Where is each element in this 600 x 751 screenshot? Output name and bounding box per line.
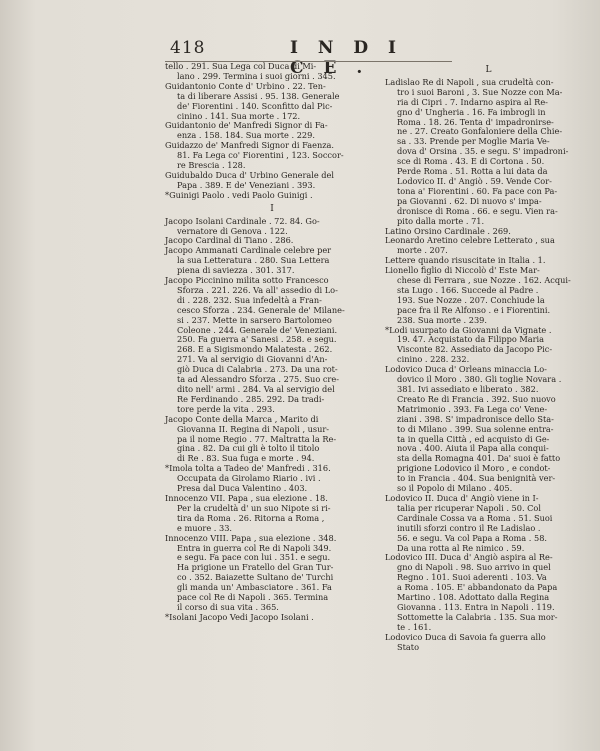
index-entry-line: ta ad Alessandro Sforza . 275. Suo cre- xyxy=(177,374,339,385)
index-entry xyxy=(385,326,592,366)
index-entry-line: lano . 299. Termina i suoi giorni . 345. xyxy=(177,70,336,81)
index-entry xyxy=(385,266,592,325)
index-entry-line: Perde Roma . 51. Rotta a lui data da xyxy=(397,166,548,177)
index-entry-line: Lodovico Duca d' Orleans minaccia Lo- xyxy=(385,364,547,375)
index-entry-line: ta di liberare Assisi . 95. 138. Generale xyxy=(177,90,340,101)
index-entry-line: sta della Romagna 401. Da' suoi è fatto xyxy=(397,453,561,464)
index-entry-line: tello . 291. Sua Lega col Duca di Mi- xyxy=(165,61,317,71)
index-entry-line: pace fra il Re Alfonso . e i Fiorentini. xyxy=(397,304,551,315)
index-entry xyxy=(165,82,379,122)
index-entry-line: co . 352. Baiazette Sultano de' Turchi xyxy=(177,572,334,583)
index-entry-line: Occupata da Girolamo Riario . ivi . xyxy=(177,473,321,484)
index-entry-line: giò Duca di Calabria . 273. Da una rot- xyxy=(177,364,338,375)
left-column xyxy=(165,62,379,623)
index-entry-line: Lodovico Duca di Savoia fa guerra allo xyxy=(385,631,546,642)
index-entry-line: ziani . 398. S' impadronisce dello Sta- xyxy=(397,413,554,424)
index-entry xyxy=(165,171,379,191)
index-entry xyxy=(165,62,379,82)
index-entry xyxy=(165,246,379,276)
section-letter-l: L xyxy=(485,65,492,75)
index-entry-line: tore perde la vita . 293. xyxy=(177,403,275,414)
index-entry-line: Innocenzo VII. Papa , sua elezione . 18. xyxy=(165,492,328,503)
index-entry-line: Visconte 82. Assediato da Jacopo Pic- xyxy=(397,344,553,355)
index-entry-line: gina . 82. Da cui gli è tolto il titolo xyxy=(177,443,320,454)
index-entry-line: so il Popolo di Milano . 405. xyxy=(397,483,513,494)
index-entry-line: sce di Roma . 43. E di Cortona . 50. xyxy=(397,156,545,167)
index-entry-line: Lodovico III. Duca d' Angiò aspira al Re- xyxy=(385,552,553,563)
index-entry xyxy=(385,494,592,553)
index-entry-line: 81. Fa Lega co' Fiorentini , 123. Soccor- xyxy=(177,150,344,161)
index-entry xyxy=(385,365,592,494)
index-entry-line: *Lodi usurpato da Giovanni da Vignate . xyxy=(385,324,552,335)
index-entry-line: cinino . 141. Sua morte . 172. xyxy=(177,110,301,121)
index-entry-line: piena di saviezza . 301. 317. xyxy=(177,265,295,276)
index-entry-line: 268. E a Sigismondo Malatesta . 262. xyxy=(177,344,333,355)
index-entry-line: gno d' Ungheria . 16. Fa imbrogli in xyxy=(397,106,546,117)
index-entry-line: Guidazzo de' Manfredi Signor di Faenza. xyxy=(165,140,335,151)
index-entry-line: Matrimonio . 393. Fa Lega co' Vene- xyxy=(397,403,548,414)
index-entry xyxy=(165,217,379,237)
index-entry-line: to in Francia . 404. Sua benignità ver- xyxy=(397,473,556,484)
index-entry-line: tona a' Fiorentini . 60. Fa pace con Pa- xyxy=(397,185,558,196)
index-entry-line: dronisce di Roma . 66. e segu. Vien ra- xyxy=(397,205,558,216)
index-entry-line: e muore . 33. xyxy=(177,522,233,533)
index-entry-line: Cardinale Cossa va a Roma . 51. Suoi xyxy=(397,512,553,523)
index-entry-line: Per la crudeltà d' un suo Nipote si ri- xyxy=(177,502,331,513)
index-entry-line: a Roma . 105. E' abbandonato da Papa xyxy=(397,582,558,593)
index-entry-line: dovico il Moro . 380. Gli toglie Novara . xyxy=(397,374,562,385)
index-entry xyxy=(165,276,379,415)
index-entry-line: Giovanna . 113. Entra in Napoli . 119. xyxy=(397,601,555,612)
index-entry-line: *Isolani Jacopo Vedi Jacopo Isolani . xyxy=(165,611,314,622)
index-entry-line: Entra in guerra col Re di Napoli 349. xyxy=(177,542,332,553)
entries-i xyxy=(165,217,379,623)
index-entry-line: 250. Fa guerra a' Sanesi . 258. e segu. xyxy=(177,334,337,345)
index-entry-line: morte . 207. xyxy=(397,245,448,256)
index-entry-line: tro i suoi Baroni , 3. Sue Nozze con Ma- xyxy=(397,86,563,97)
index-entry-line: Innocenzo VIII. Papa , sua elezione . 348. xyxy=(165,532,337,543)
index-entry xyxy=(165,464,379,494)
index-entry-line: talia per ricuperar Napoli . 50. Col xyxy=(397,502,541,513)
index-entry-line: Lionello figlio di Niccolò d' Este Mar- xyxy=(385,265,540,276)
index-entry-line: 193. Sue Nozze . 207. Conchiude la xyxy=(397,294,545,305)
index-entry-line: Lodovico II. Duca d' Angiò viene in I- xyxy=(385,492,539,503)
index-entry-line: Da una rotta al Re nimico . 59. xyxy=(397,542,525,553)
index-entry xyxy=(165,534,379,613)
index-entry-line: Sforza . 221. 226. Va all' assedio di Lo- xyxy=(177,284,338,295)
index-entry-line: Ha prigione un Fratello del Gran Tur- xyxy=(177,562,334,573)
section-letter-i: I xyxy=(270,203,274,214)
index-entry-line: pito dalla morte . 71. xyxy=(397,215,485,226)
index-entry-line: inutili sforzi contro il Re Ladislao . xyxy=(397,522,541,533)
index-entry-line: 19. 47. Acquistato da Filippo Maria xyxy=(397,334,545,345)
index-entry-line: pa Giovanni . 62. Di nuovo s' impa- xyxy=(397,195,542,206)
index-entry-line: chese di Ferrara , sue Nozze . 162. Acqui- xyxy=(397,275,571,286)
index-entry xyxy=(385,553,592,632)
index-entry-line: Creato Re di Francia . 392. Suo nuovo xyxy=(397,393,556,404)
index-entry-line: Roma . 18. 26. Tenta d' impadronirse- xyxy=(397,116,554,127)
index-entry-line: Re Ferdinando . 285. 292. Da tradi- xyxy=(177,393,325,404)
index-entry-line: pa il nome Regio . 77. Maltratta la Re- xyxy=(177,433,337,444)
index-entry-line: dito nell' armi . 284. Va al servigio del xyxy=(177,384,335,394)
index-entry-line: gli manda un' Ambasciatore . 361. Fa xyxy=(177,582,332,593)
index-entry-line: 56. e segu. Va col Papa a Roma . 58. xyxy=(397,532,548,543)
index-entry-line: de' Fiorentini . 140. Sconfitto dal Pic- xyxy=(177,100,333,111)
index-entry-line: cinino . 228. 232. xyxy=(397,354,470,365)
index-entry-line: *Guinigi Paolo . vedi Paolo Guinigi . xyxy=(165,189,313,200)
index-entry xyxy=(385,78,592,227)
index-entry xyxy=(385,633,592,653)
index-entry-line: Regno . 101. Suoi aderenti . 103. Va xyxy=(397,572,547,583)
index-entry-line: nova . 400. Aiuta il Papa alla conqui- xyxy=(397,443,549,454)
index-entry-line: pace col Re di Napoli . 365. Termina xyxy=(177,592,329,603)
index-entry-line: Lodovico II. d' Angiò . 59. Vende Cor- xyxy=(397,175,552,186)
index-entry-line: Latino Orsino Cardinale . 269. xyxy=(385,225,511,236)
index-entry-line: 271. Va al servigio di Giovanni d'An- xyxy=(177,354,328,365)
index-entry-line: Jacopo Piccinino milita sotto Francesco xyxy=(165,275,329,286)
index-entry-line: Martino . 108. Adottato dalla Regina xyxy=(397,592,550,603)
index-entry-line: Ladislao Re di Napoli , sua crudeltà con- xyxy=(385,76,554,87)
index-entry-line: dova d' Orsina . 35. e segu. S' impadroni- xyxy=(397,146,569,157)
index-entry-line: Guidantonio Conte d' Urbino . 22. Ten- xyxy=(165,80,326,91)
index-entry-line: Presa dal Duca Valentino . 403. xyxy=(177,483,308,494)
index-entry-line: Jacopo Ammanati Cardinale celebre per xyxy=(165,245,332,256)
index-entry-line: Stato xyxy=(397,641,419,652)
index-entry-line: re Brescia . 128. xyxy=(177,160,246,171)
index-entry xyxy=(165,141,379,171)
index-entry-line: la sua Letteratura . 280. Sua Lettera xyxy=(177,255,330,266)
index-entry xyxy=(165,613,379,623)
index-entry-line: gno di Napoli . 98. Suo arrivo in quel xyxy=(397,562,551,573)
index-entry-line: 381. Ivi assediato e liberato . 382. xyxy=(397,384,539,394)
index-entry-line: ria di Cipri . 7. Indarno aspira al Re- xyxy=(397,96,548,107)
index-entry xyxy=(165,415,379,465)
index-entry-line: *Imola tolta a Tadeo de' Manfredi . 316. xyxy=(165,463,331,474)
index-entry-line: sa . 33. Prende per Moglie Maria Ve- xyxy=(397,136,550,147)
index-entry xyxy=(385,236,592,256)
index-entry-line: ne . 27. Creato Gonfaloniere della Chie- xyxy=(397,126,563,137)
index-entry xyxy=(165,121,379,141)
index-entry-line: Jacopo Isolani Cardinale . 72. 84. Go- xyxy=(165,215,320,226)
index-entry-line: Lettere quando risuscitate in Italia . 1. xyxy=(385,255,546,266)
index-entry-line: cesco Sforza . 234. Generale de' Milane- xyxy=(177,304,345,315)
index-entry-line: Leonardo Aretino celebre Letterato , sua xyxy=(385,235,555,246)
index-entry-line: Papa . 389. E de' Veneziani . 393. xyxy=(177,179,316,190)
index-entry-line: 238. Sua morte . 239. xyxy=(397,314,487,325)
index-entry xyxy=(165,191,379,201)
index-entry-line: vernatore di Genova . 122. xyxy=(177,225,288,236)
index-entry xyxy=(165,494,379,534)
index-entry-line: il corso di sua vita . 365. xyxy=(177,601,279,612)
index-entry-line: Jacopo Conte della Marca , Marito di xyxy=(165,413,319,424)
entries-g-continued xyxy=(165,62,379,201)
index-entry-line: e segu. Fa pace con lui . 351. e segu. xyxy=(177,552,331,563)
index-entry-line: sta Lugo . 166. Succede al Padre . xyxy=(397,284,539,295)
index-entry-line: enza . 158. 184. Sua morte . 229. xyxy=(177,130,315,141)
index-entry-line: Guidantonio de' Manfredi Signor di Fa- xyxy=(165,120,328,131)
index-entry-line: to di Milano . 399. Sua solenne entra- xyxy=(397,423,554,434)
right-column xyxy=(385,62,592,652)
index-entry-line: ta in quella Città , ed acquisto di Ge- xyxy=(397,433,550,444)
index-entry-line: Giovanna II. Regina di Napoli , usur- xyxy=(177,423,330,434)
index-entry-line: te . 161. xyxy=(397,621,432,632)
page-title: I N D I C E . xyxy=(290,38,403,78)
index-entry-line: Guidubaldo Duca d' Urbino Generale del xyxy=(165,169,335,180)
index-entry-line: di Re . 83. Sua fuga e morte . 94. xyxy=(177,453,315,464)
page-number: 418 xyxy=(170,38,206,58)
index-entry-line: si . 237. Mette in sarsero Bartolomeo xyxy=(177,314,332,325)
index-entry-line: prigione Lodovico il Moro , e condot- xyxy=(397,463,551,474)
index-entry-line: Sottomette la Calabria . 135. Sua mor- xyxy=(397,611,558,622)
index-entry-line: tira da Roma . 26. Ritorna a Roma , xyxy=(177,512,325,523)
index-entry-line: Jacopo Cardinal di Tiano . 286. xyxy=(165,235,294,246)
index-entry-line: di . 228. 232. Sua infedeltà a Fran- xyxy=(177,294,322,305)
index-entry-line: Coleone . 244. Generale de' Veneziani. xyxy=(177,324,338,335)
entries-l xyxy=(385,78,592,653)
